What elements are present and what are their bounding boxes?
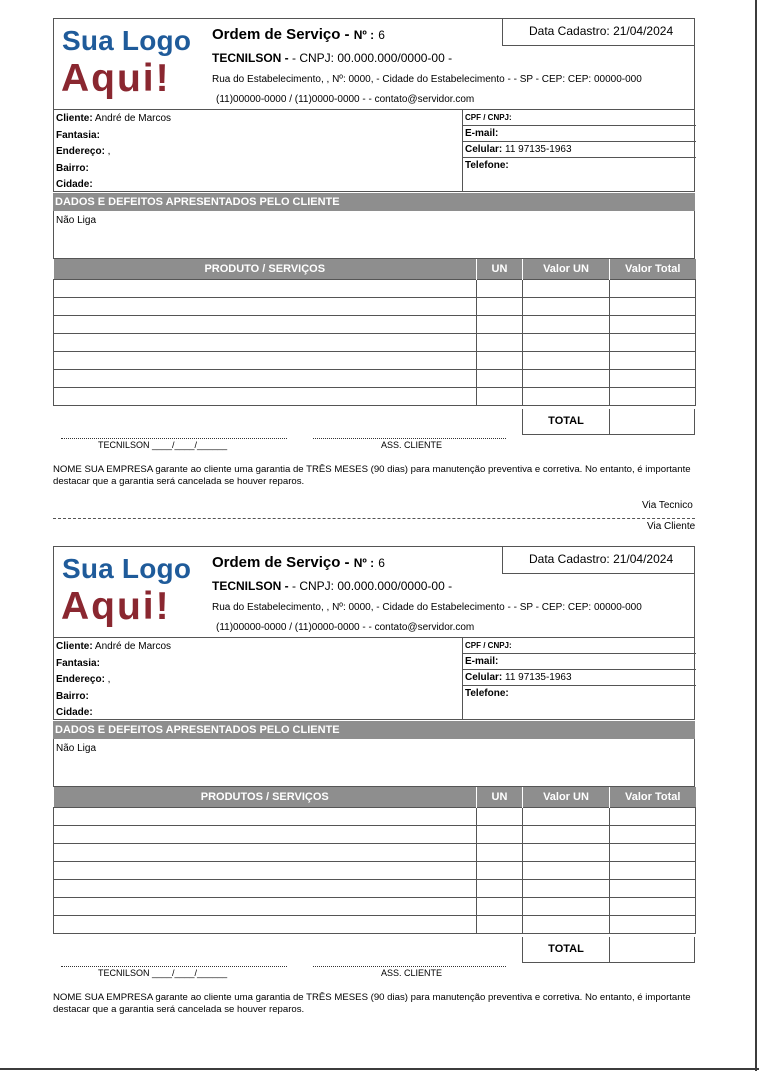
via-tecnico-label: Via Tecnico bbox=[642, 500, 693, 511]
client-bairro-row: Bairro: bbox=[56, 690, 89, 702]
cell-product[interactable] bbox=[54, 880, 477, 898]
products-table-header bbox=[54, 259, 696, 280]
registration-date-value: 21/04/2024 bbox=[613, 552, 674, 566]
client-info-right bbox=[462, 110, 696, 191]
registration-date-label: Data Cadastro: bbox=[529, 552, 610, 566]
total-box bbox=[522, 937, 695, 963]
registration-date bbox=[502, 546, 695, 574]
cell-un[interactable] bbox=[477, 844, 523, 862]
service-order-copy-cliente bbox=[0, 528, 759, 1048]
cell-total-value[interactable] bbox=[610, 862, 696, 880]
cell-un[interactable] bbox=[477, 370, 523, 388]
column-un: UN bbox=[477, 787, 523, 808]
order-title-text: Ordem de Serviço - bbox=[212, 554, 350, 571]
client-phone-row: Telefone: bbox=[465, 688, 509, 699]
cell-un[interactable] bbox=[477, 298, 523, 316]
table-row bbox=[54, 808, 696, 826]
cell-unit-value[interactable] bbox=[523, 916, 610, 934]
cell-un[interactable] bbox=[477, 916, 523, 934]
client-info-left bbox=[56, 111, 171, 194]
company-logo-line2: Aqui! bbox=[61, 585, 171, 628]
cell-total-value[interactable] bbox=[610, 370, 696, 388]
technician-signature-line bbox=[61, 966, 287, 967]
client-email-row: E-mail: bbox=[463, 654, 696, 670]
cell-product[interactable] bbox=[54, 352, 477, 370]
cell-un[interactable] bbox=[477, 862, 523, 880]
column-total-value: Valor Total bbox=[610, 787, 696, 808]
cell-un[interactable] bbox=[477, 334, 523, 352]
cell-unit-value[interactable] bbox=[523, 334, 610, 352]
total-label: TOTAL bbox=[523, 409, 610, 434]
client-city-row: Cidade: bbox=[56, 179, 93, 190]
table-row bbox=[54, 370, 696, 388]
cell-unit-value[interactable] bbox=[523, 898, 610, 916]
cell-un[interactable] bbox=[477, 880, 523, 898]
cell-product[interactable] bbox=[54, 298, 477, 316]
company-logo-line1: Sua Logo bbox=[62, 25, 192, 56]
registration-date bbox=[502, 18, 695, 46]
company-logo-line1: Sua Logo bbox=[62, 553, 192, 584]
company-cnpj: - CNPJ: 00.000.000/0000-00 - bbox=[288, 579, 453, 593]
cell-unit-value[interactable] bbox=[523, 316, 610, 334]
table-row bbox=[54, 352, 696, 370]
cell-un[interactable] bbox=[477, 352, 523, 370]
cell-product[interactable] bbox=[54, 844, 477, 862]
cell-unit-value[interactable] bbox=[523, 862, 610, 880]
client-city-row: Cidade: bbox=[56, 707, 93, 718]
company-address: Rua do Estabelecimento, , Nº: 0000, - Cidade do Estabelecimento - - SP - CEP: CEP: 00000-000 bbox=[212, 602, 642, 613]
cell-unit-value[interactable] bbox=[523, 388, 610, 406]
company-cnpj: - CNPJ: 00.000.000/0000-00 - bbox=[288, 51, 453, 65]
cell-total-value[interactable] bbox=[610, 844, 696, 862]
company-phones: (11)00000-0000 / (11)0000-0000 - - contato@servidor.com bbox=[216, 622, 475, 633]
cell-un[interactable] bbox=[477, 826, 523, 844]
technician-signature-line bbox=[61, 438, 287, 439]
client-signature-line bbox=[313, 438, 506, 439]
service-order-copy-tecnico bbox=[0, 0, 759, 532]
total-label: TOTAL bbox=[523, 937, 610, 962]
cell-un[interactable] bbox=[477, 808, 523, 826]
warranty-text: NOME SUA EMPRESA garante ao cliente uma garantia de TRÊS MESES (90 dias) para manutenção preventiva e corretiva. No entanto, é importante destacar que a garantia será cancelada se houver reparos. bbox=[53, 992, 691, 1015]
order-number: 6 bbox=[378, 556, 385, 570]
order-number-label: Nº : bbox=[353, 28, 375, 42]
company-phones: (11)00000-0000 / (11)0000-0000 - - contato@servidor.com bbox=[216, 94, 475, 105]
cell-total-value[interactable] bbox=[610, 298, 696, 316]
cell-total-value[interactable] bbox=[610, 388, 696, 406]
table-row bbox=[54, 880, 696, 898]
technician-signature-label: TECNILSON ____/____/______ bbox=[98, 968, 228, 978]
total-box bbox=[522, 409, 695, 435]
registration-date-value: 21/04/2024 bbox=[613, 24, 674, 38]
cell-unit-value[interactable] bbox=[523, 370, 610, 388]
cell-product[interactable] bbox=[54, 316, 477, 334]
cell-total-value[interactable] bbox=[610, 880, 696, 898]
order-header bbox=[53, 546, 695, 638]
order-number-label: Nº : bbox=[353, 556, 375, 570]
cell-total-value[interactable] bbox=[610, 280, 696, 298]
client-fantasia-row: Fantasia: bbox=[56, 657, 100, 669]
company-line bbox=[212, 579, 452, 593]
client-cell-row: Celular: 11 97135-1963 bbox=[463, 670, 696, 686]
cell-unit-value[interactable] bbox=[523, 298, 610, 316]
products-table bbox=[53, 787, 696, 934]
table-row bbox=[54, 916, 696, 934]
cell-product[interactable] bbox=[54, 280, 477, 298]
cell-total-value[interactable] bbox=[610, 916, 696, 934]
column-total-value: Valor Total bbox=[610, 259, 696, 280]
cell-total-value[interactable] bbox=[610, 826, 696, 844]
cell-unit-value[interactable] bbox=[523, 352, 610, 370]
cell-un[interactable] bbox=[477, 280, 523, 298]
client-address-row: Endereço: , bbox=[56, 674, 111, 685]
column-product: PRODUTOS / SERVIÇOS bbox=[54, 787, 477, 808]
table-row bbox=[54, 280, 696, 298]
order-header bbox=[53, 18, 695, 110]
client-info bbox=[53, 638, 695, 720]
order-title-text: Ordem de Serviço - bbox=[212, 26, 350, 43]
client-cell-row: Celular: 11 97135-1963 bbox=[463, 142, 696, 158]
table-row bbox=[54, 388, 696, 406]
client-info-left bbox=[56, 639, 171, 722]
client-cpf-row: CPF / CNPJ: bbox=[463, 110, 696, 126]
defects-section-header: DADOS E DEFEITOS APRESENTADOS PELO CLIENTE bbox=[53, 193, 695, 211]
client-phone-row: Telefone: bbox=[465, 160, 509, 171]
via-cliente-label: Via Cliente bbox=[647, 521, 696, 532]
client-address-row: Endereço: , bbox=[56, 146, 111, 157]
company-name: TECNILSON - bbox=[212, 579, 289, 593]
cell-total-value[interactable] bbox=[610, 316, 696, 334]
technician-signature-label: TECNILSON ____/____/______ bbox=[98, 440, 228, 450]
cell-unit-value[interactable] bbox=[523, 280, 610, 298]
table-row bbox=[54, 316, 696, 334]
client-signature-line bbox=[313, 966, 506, 967]
products-table-header bbox=[54, 787, 696, 808]
cell-product[interactable] bbox=[54, 916, 477, 934]
client-email-row: E-mail: bbox=[463, 126, 696, 142]
cell-product[interactable] bbox=[54, 808, 477, 826]
client-bairro-row: Bairro: bbox=[56, 162, 89, 174]
client-fantasia-row: Fantasia: bbox=[56, 129, 100, 141]
cell-product[interactable] bbox=[54, 862, 477, 880]
table-row bbox=[54, 862, 696, 880]
table-row bbox=[54, 844, 696, 862]
company-line bbox=[212, 51, 452, 65]
cell-total-value[interactable] bbox=[610, 352, 696, 370]
client-name-row: Cliente: André de Marcos bbox=[56, 641, 172, 652]
order-title bbox=[212, 26, 385, 43]
cell-unit-value[interactable] bbox=[523, 880, 610, 898]
cell-total-value[interactable] bbox=[610, 334, 696, 352]
cell-product[interactable] bbox=[54, 898, 477, 916]
cell-un[interactable] bbox=[477, 898, 523, 916]
cell-unit-value[interactable] bbox=[523, 808, 610, 826]
warranty-text: NOME SUA EMPRESA garante ao cliente uma garantia de TRÊS MESES (90 dias) para manutenção preventiva e corretiva. No entanto, é importante destacar que a garantia será cancelada se houver reparos. bbox=[53, 464, 691, 487]
column-product: PRODUTO / SERVIÇOS bbox=[54, 259, 477, 280]
cut-line bbox=[53, 518, 695, 519]
table-row bbox=[54, 826, 696, 844]
page-edge-bottom bbox=[0, 1068, 759, 1070]
cell-product[interactable] bbox=[54, 334, 477, 352]
client-cpf-row: CPF / CNPJ: bbox=[463, 638, 696, 654]
client-signature-label: ASS. CLIENTE bbox=[381, 968, 443, 978]
cell-total-value[interactable] bbox=[610, 898, 696, 916]
products-table bbox=[53, 259, 696, 406]
column-unit-value: Valor UN bbox=[523, 787, 610, 808]
cell-unit-value[interactable] bbox=[523, 844, 610, 862]
client-info-right bbox=[462, 638, 696, 719]
order-title bbox=[212, 554, 385, 571]
table-row bbox=[54, 334, 696, 352]
company-name: TECNILSON - bbox=[212, 51, 289, 65]
column-unit-value: Valor UN bbox=[523, 259, 610, 280]
cell-product[interactable] bbox=[54, 370, 477, 388]
company-logo-line2: Aqui! bbox=[61, 57, 171, 100]
cell-unit-value[interactable] bbox=[523, 826, 610, 844]
cell-un[interactable] bbox=[477, 316, 523, 334]
defects-text: Não Liga bbox=[53, 211, 695, 259]
cell-un[interactable] bbox=[477, 388, 523, 406]
table-row bbox=[54, 898, 696, 916]
column-un: UN bbox=[477, 259, 523, 280]
order-number: 6 bbox=[378, 28, 385, 42]
defects-text: Não Liga bbox=[53, 739, 695, 787]
table-row bbox=[54, 298, 696, 316]
client-name-row: Cliente: André de Marcos bbox=[56, 113, 172, 124]
defects-section-header: DADOS E DEFEITOS APRESENTADOS PELO CLIENTE bbox=[53, 721, 695, 739]
cell-product[interactable] bbox=[54, 826, 477, 844]
company-address: Rua do Estabelecimento, , Nº: 0000, - Cidade do Estabelecimento - - SP - CEP: CEP: 00000-000 bbox=[212, 74, 642, 85]
client-info bbox=[53, 110, 695, 192]
cell-product[interactable] bbox=[54, 388, 477, 406]
client-signature-label: ASS. CLIENTE bbox=[381, 440, 443, 450]
registration-date-label: Data Cadastro: bbox=[529, 24, 610, 38]
cell-total-value[interactable] bbox=[610, 808, 696, 826]
